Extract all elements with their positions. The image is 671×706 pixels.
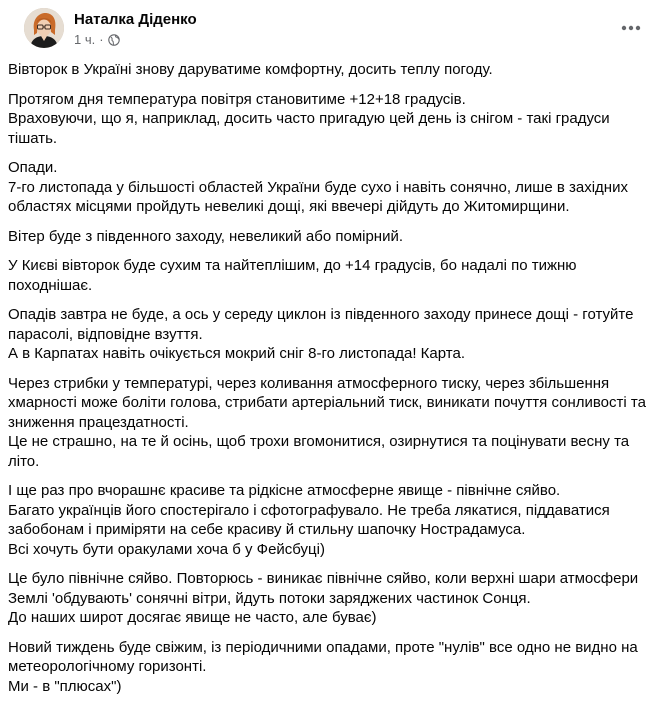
post-paragraph-5: У Києві вівторок буде сухим та найтеплішим, до +14 градусів, бо надалі по тижню походнішає. xyxy=(8,257,577,294)
post-paragraph-10: Новий тиждень буде свіжим, із періодичними опадами, проте "нулів" все одно не видно на метеорологічному горизонті. Ми - в "плюсах") xyxy=(8,638,638,695)
more-horizontal-icon xyxy=(621,25,641,31)
post-paragraph-7: Через стрибки у температурі, через коливання атмосферного тиску, через збільшення хмарності може боліти голова, стрибати артеріальний тиск, виникати почуття сонливості та зниження працездатності. Це не страшно, на те й осінь, щоб трохи вгомонитися, озирнутися та поцінувати весну та літо. xyxy=(8,374,646,470)
meta-separator: · xyxy=(99,32,104,47)
author-name[interactable]: Наталка Діденко xyxy=(74,11,197,28)
post-paragraph-6: Опадів завтра не буде, а ось у середу циклон із південного заходу принесе дощі - готуйте парасолі, відповідне взуття. А в Карпатах навіть очікується мокрий сніг 8-го листопада! Карта. xyxy=(8,306,634,362)
post-paragraph-1: Вівторок в Україні знову даруватиме комфортну, досить теплу погоду. xyxy=(8,61,493,78)
post-paragraph-4: Вітер буде з південного заходу, невеликий або помірний. xyxy=(8,227,404,245)
post-meta xyxy=(74,32,120,47)
author-avatar[interactable] xyxy=(24,8,64,48)
more-options-button[interactable] xyxy=(613,10,649,46)
post-paragraph-3: Опади. 7-го листопада у більшості областей України буде сухо і навіть сонячно, лише в західних областях місцями пройдуть невеликі дощі, які ввечері дійдуть до Житомирщини. xyxy=(8,159,628,215)
post-timestamp[interactable]: 1 ч. xyxy=(74,32,96,47)
post-paragraph-8: І ще раз про вчорашнє красиве та рідкісне атмосферне явище - північне сяйво. Багато українців його спостерігало і сфотографувало. Не треба лякатися, піддаватися забобонам і приміряти на себе красиву й стильну шапочку Нострадамуса. Всі хочуть бути оракулами хоча б у Фейсбуці) xyxy=(8,482,610,558)
person-avatar-icon xyxy=(24,8,64,48)
post-paragraph-9: Це було північне сяйво. Повторюсь - виникає північне сяйво, коли верхні шари атмосфери Землі 'обдувають' сонячні вітри, йдуть потоки заряджених частинок Сонця. До наших широт досягає явище не часто, але буває) xyxy=(8,570,639,626)
post-paragraph-2: Протягом дня температура повітря становитиме +12+18 градусів. Враховуючи, що я, наприклад, досить часто пригадую цей день із снігом - такі градуси тішать. xyxy=(8,90,610,147)
post-body xyxy=(8,60,648,706)
post-header xyxy=(16,0,655,62)
globe-icon[interactable] xyxy=(108,34,120,46)
